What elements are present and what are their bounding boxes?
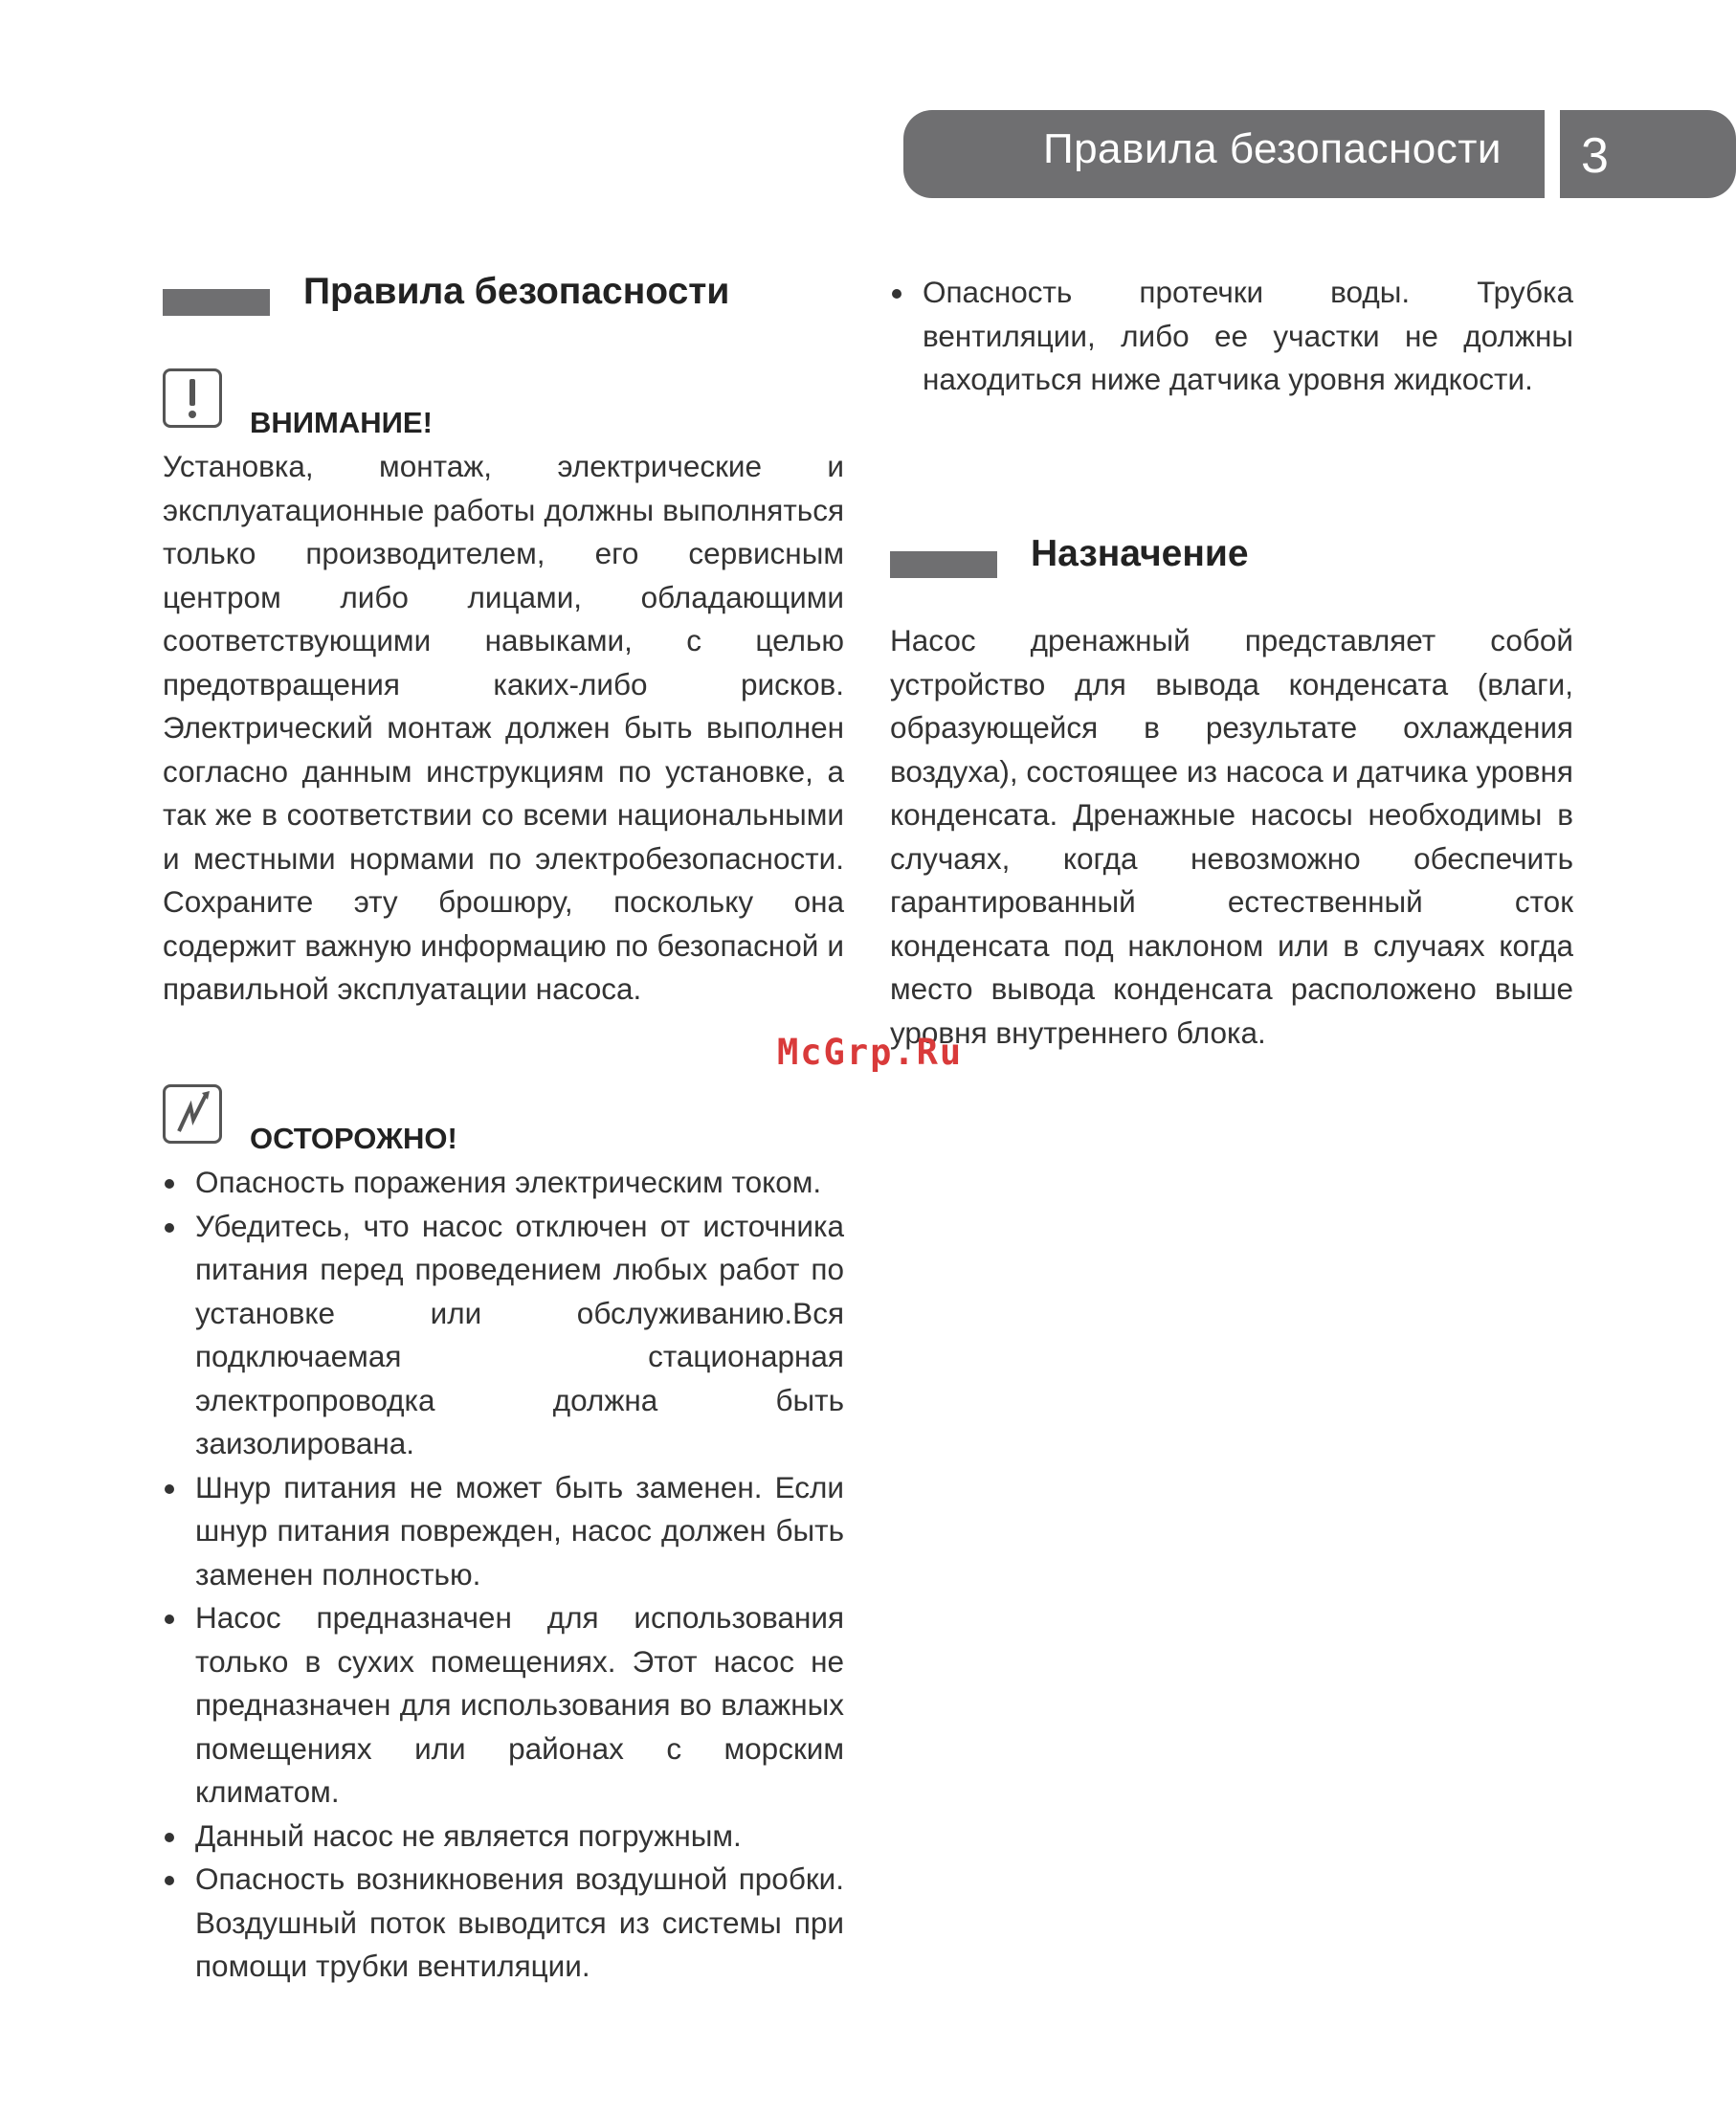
purpose-section-heading <box>890 533 1560 590</box>
page-number-tab <box>1560 110 1736 198</box>
list-item: Насос предназначен для использования только в сухих помещениях. Этот насос не предназначен для использования во влажных помещениях или районах с морским климатом. <box>163 1596 844 1815</box>
heading-bar <box>163 289 270 316</box>
list-item: Опасность протечки воды. Трубка вентиляции, либо ее участки не должны находиться ниже датчика уровня жидкости. <box>890 271 1573 402</box>
heading-bar <box>890 551 997 578</box>
header-separator <box>1548 110 1560 198</box>
exclamation-icon <box>163 368 222 428</box>
list-item: Убедитесь, что насос отключен от источника питания перед проведением любых работ по установке или обслуживанию.Вся подключаемая стационарная электропроводка должна быть заизолирована. <box>163 1205 844 1466</box>
attention-text: Установка, монтаж, электрические и эксплуатационные работы должны выполняться только производителем, его сервисным центром либо лицами, обладающими соответствующими навыками, с целью предотвращения каких-либо рисков. Электрический монтаж должен быть выполнен согласно данным инструкциям по установке, а так же в соответствии со всеми национальными и местными нормами по электробезопасности. Сохраните эту брошюру, поскольку она содержит важную информацию по безопасной и правильной эксплуатации насоса. <box>163 449 844 1006</box>
header-section-title: Правила безопасности <box>1042 125 1502 172</box>
list-item: Опасность поражения электрическим током. <box>163 1161 844 1205</box>
attention-label: ВНИМАНИЕ! <box>250 406 433 439</box>
caution-list <box>163 1161 844 1989</box>
list-item: Опасность возникновения воздушной пробки. Воздушный поток выводится из системы при помощи трубки вентиляции. <box>163 1858 844 1989</box>
safety-section-heading <box>163 271 833 328</box>
header-section-tab <box>903 110 1545 198</box>
list-item: Данный насос не является погружным. <box>163 1815 844 1859</box>
right-bullet-list <box>890 271 1573 402</box>
page-number: 3 <box>1581 128 1609 184</box>
list-item: Шнур питания не может быть заменен. Если шнур питания поврежден, насос должен быть заменен полностью. <box>163 1466 844 1597</box>
purpose-heading-text: Назначение <box>1031 533 1249 574</box>
purpose-text: Насос дренажный представляет собой устройство для вывода конденсата (влаги, образующейся в результате охлаждения воздуха), состоящее из насоса и датчика уровня конденсата. Дренажные насосы необходимы в случаях, когда невозможно обеспечить гарантированный естественный сток конденсата под наклоном или в случаях когда место вывода конденсата расположено выше уровня внутреннего блока. <box>890 623 1573 1050</box>
safety-heading-text: Правила безопасности <box>303 271 730 312</box>
caution-label: ОСТОРОЖНО! <box>250 1122 457 1155</box>
lightning-icon <box>163 1084 222 1144</box>
watermark-text: McGrp.Ru <box>777 1032 964 1073</box>
